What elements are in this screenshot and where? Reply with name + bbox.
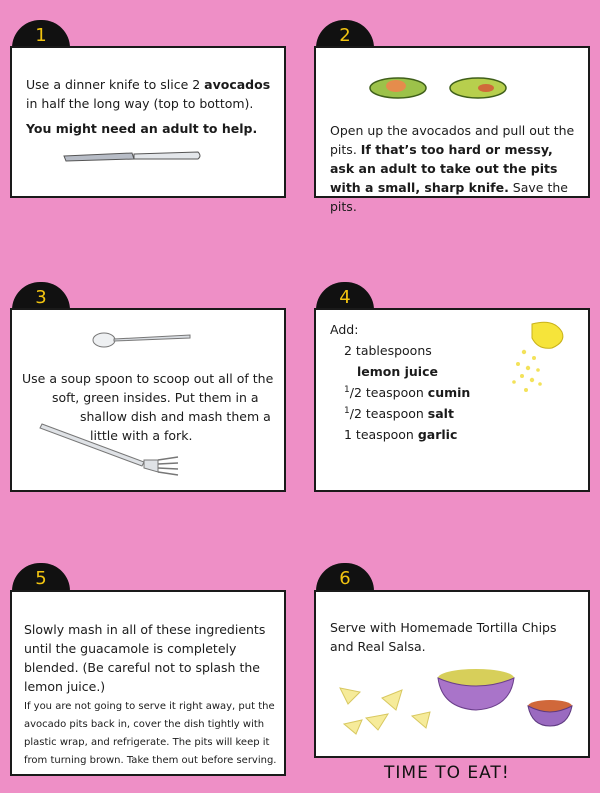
footer-time-to-eat: TIME TO EAT! bbox=[384, 763, 510, 783]
step-2-badge: 2 bbox=[316, 20, 374, 48]
fork-icon bbox=[40, 420, 180, 480]
step-3-line-3: shallow dish and mash them a bbox=[80, 409, 271, 424]
fraction-num: 1 bbox=[344, 405, 350, 416]
step-5-line-1: Slowly mash in all of these ingredients bbox=[24, 622, 266, 637]
step-5-line-4: lemon juice.) bbox=[24, 679, 106, 694]
ingredient-garlic: garlic bbox=[417, 427, 458, 442]
step-1-card bbox=[10, 46, 286, 198]
soup-spoon-icon bbox=[92, 328, 192, 352]
step-5-card bbox=[10, 590, 286, 776]
step-2-text-bold: If that’s too hard or messy, ask an adult to take out the pits with a small, sharp knife. bbox=[330, 142, 558, 195]
step-2-text bbox=[330, 121, 580, 216]
guacamole-bowls-icon bbox=[326, 664, 586, 758]
fraction-den: /2 bbox=[349, 406, 362, 421]
ingredient-amount-garlic: 1 teaspoon bbox=[344, 427, 418, 442]
fraction-den: /2 bbox=[349, 385, 362, 400]
ingredient-amount-lemon: 2 tablespoons bbox=[344, 343, 432, 358]
step-5-text bbox=[24, 620, 280, 696]
ingredient-lemon-juice: lemon juice bbox=[357, 364, 438, 379]
step-2-text-b: Save the pits. bbox=[330, 180, 568, 214]
step-4-heading: Add: bbox=[330, 322, 359, 337]
ingredient-cumin: cumin bbox=[427, 385, 471, 400]
step-3-line-4: little with a fork. bbox=[90, 428, 193, 443]
avocado-halves-icon bbox=[368, 74, 508, 108]
ingredient-salt: salt bbox=[427, 406, 454, 421]
step-4-badge: 4 bbox=[316, 282, 374, 310]
step-5-note-line-3: plastic wrap, and refrigerate. The pits will keep it bbox=[24, 737, 270, 748]
step-5-note-line-1: If you are not going to serve it right away, put the bbox=[24, 701, 275, 712]
ingredient-amount-salt: teaspoon bbox=[361, 406, 428, 421]
step-5-line-3: blended. (Be careful not to splash the bbox=[24, 660, 260, 675]
step-6-line-1: Serve with Homemade Tortilla Chips bbox=[330, 620, 557, 635]
step-6-card bbox=[314, 590, 590, 758]
step-1-text-bold: avocados bbox=[204, 77, 271, 92]
step-5-note-line-4: from turning brown. Take them out before serving. bbox=[24, 755, 277, 766]
step-6-badge: 6 bbox=[316, 563, 374, 591]
ingredient-row-garlic bbox=[330, 424, 530, 445]
step-3-badge: 3 bbox=[12, 282, 70, 310]
step-1-text-a: Use a dinner knife to slice 2 bbox=[26, 77, 205, 92]
step-5-note-line-2: avocado pits back in, cover the dish tightly with bbox=[24, 719, 265, 730]
ingredient-row-cumin bbox=[330, 382, 530, 403]
step-1-badge: 1 bbox=[12, 20, 70, 48]
step-4-text bbox=[330, 319, 530, 445]
step-3-line-2: soft, green insides. Put them in a bbox=[52, 390, 259, 405]
step-2-text-a: Open up the avocados and pull out the pits. bbox=[330, 123, 575, 157]
ingredient-row-salt bbox=[330, 403, 530, 424]
step-3-line-1: Use a soup spoon to scoop out all of the bbox=[22, 371, 274, 386]
step-1-text bbox=[26, 75, 276, 138]
step-5-line-2: until the guacamole is completely bbox=[24, 641, 237, 656]
step-1-note: You might need an adult to help. bbox=[26, 121, 258, 136]
lemon-squeeze-icon bbox=[504, 318, 574, 398]
step-5-note bbox=[24, 698, 284, 770]
step-1-text-b: in half the long way (top to bottom). bbox=[26, 96, 254, 111]
step-3-card bbox=[10, 308, 286, 492]
step-6-line-2: and Real Salsa. bbox=[330, 639, 426, 654]
step-6-text bbox=[330, 618, 580, 656]
step-2-card bbox=[314, 46, 590, 214]
step-4-card bbox=[314, 308, 590, 492]
ingredient-amount-cumin: teaspoon bbox=[361, 385, 428, 400]
fraction-num: 1 bbox=[344, 384, 350, 395]
dinner-knife-icon bbox=[62, 150, 202, 166]
step-5-badge: 5 bbox=[12, 563, 70, 591]
